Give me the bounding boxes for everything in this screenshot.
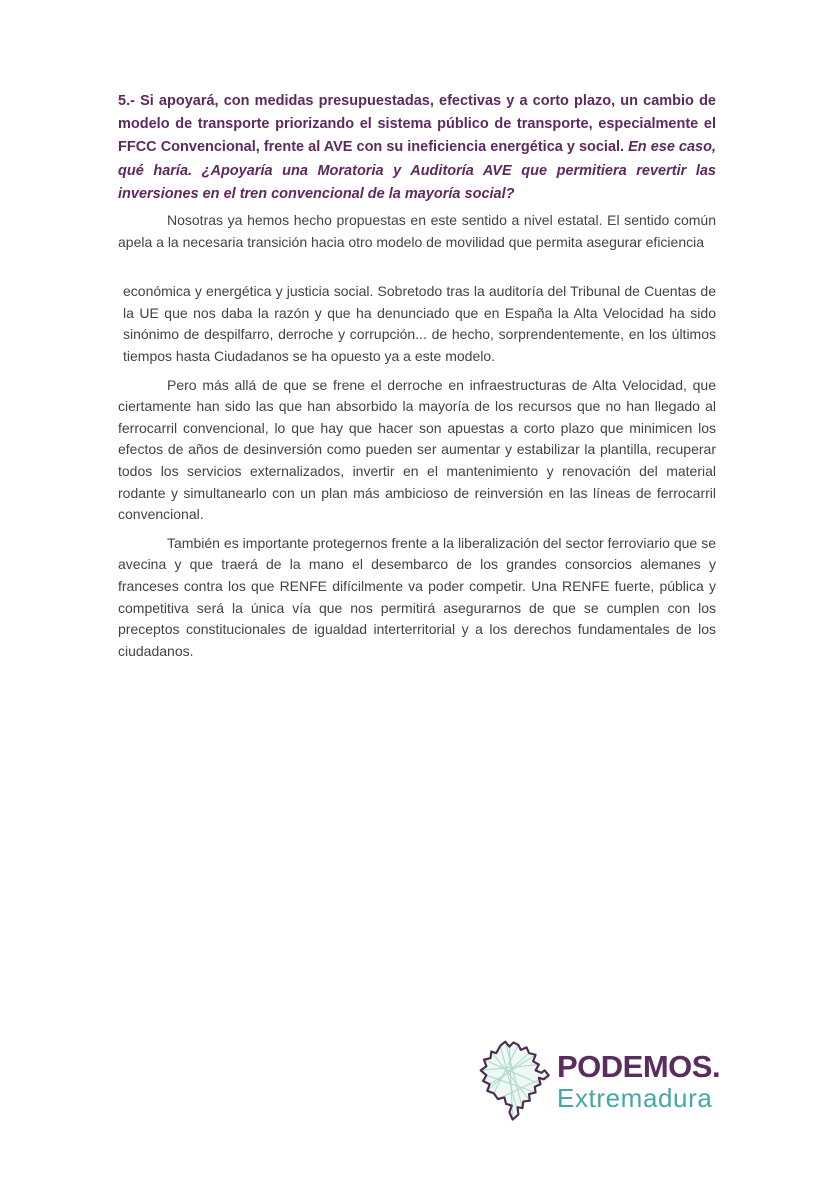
paragraph-answer-continuation: económica y energética y justicia social. Sobretodo tras la auditoría del Tribunal de Cuentas de la UE que nos daba la razón y que ha denunciado que en España la Alta Velocidad ha sido sinónimo de despilfarro, derroche y corrupción... de hecho, sorprendentemente, en los últimos tiempos hasta Ciudadanos se ha opuesto ya a este modelo. [123, 283, 716, 364]
podemos-extremadura-logo [470, 1036, 720, 1126]
logo-brand-text: PODEMOS. [557, 1049, 721, 1084]
paragraph-answer-intro: Nosotras ya hemos hecho propuestas en este sentido a nivel estatal. El sentido común apela a la necesaria transición hacia otro modelo de movilidad que permita asegurar eficiencia [118, 212, 716, 250]
question-italic-text: En ese caso, qué haría. ¿Apoyaría una Moratoria y Auditoría AVE que permitiera revertir las inversiones en el tren convencional de la mayoría social? [118, 139, 717, 202]
document-content [118, 90, 716, 669]
question-bold-text: 5.- Si apoyará, con medidas presupuestadas, efectivas y a corto plazo, un cambio de modelo de transporte priorizando el sistema público de transporte, especialmente el FFCC Convencional, frente al AVE con su ineficiencia energética y social. [118, 93, 716, 156]
logo-text-block [557, 1036, 720, 1113]
extremadura-map-icon [470, 1036, 552, 1126]
question-heading [118, 90, 716, 206]
paragraph-short-term-measures: Pero más allá de que se frene el derroche en infraestructuras de Alta Velocidad, que ciertamente han sido las que han absorbido la mayoría de los recursos que no han llegado al ferrocarril convencional, lo que hay que hacer son apuestas a corto plazo que minimicen los efectos de años de desinversión como pueden ser aumentar y estabilizar la plantilla, recuperar todos los servicios externalizados, invertir en el mantenimiento y renovación del material rodante y simultanearlo con un plan más ambicioso de reinversión en las líneas de ferrocarril convencional. [118, 376, 716, 523]
paragraph-liberalization: También es importante protegernos frente a la liberalización del sector ferroviario que se avecina y que traerá de la mano el desembarco de los grandes consorcios alemanes y franceses contra los que RENFE difícilmente va poder competir. Una RENFE fuerte, pública y competitiva será la única vía que nos permitirá asegurarnos de que se cumplen con los preceptos constitucionales de igualdad interterritorial y a los derechos fundamentales de los ciudadanos. [118, 534, 716, 659]
logo-region-text: Extremadura [557, 1083, 713, 1113]
